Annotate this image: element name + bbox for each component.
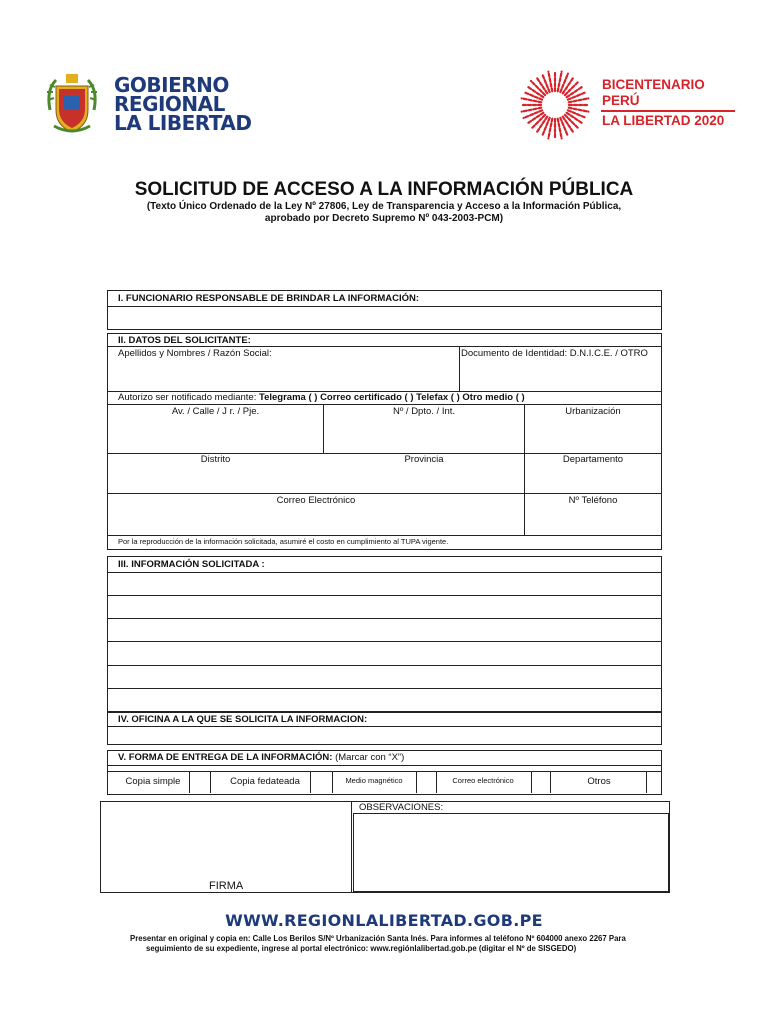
section-informacion-heading: III. INFORMACIÓN SOLICITADA :	[118, 559, 265, 570]
section-oficina	[107, 712, 662, 745]
document-subtitle	[0, 201, 768, 225]
bicentenario-divider	[601, 110, 735, 112]
av-calle-label: Av. / Calle / J r. / Pje.	[171, 406, 260, 417]
section-funcionario-heading: I. FUNCIONARIO RESPONSABLE DE BRINDAR LA INFORMACIÓN:	[118, 293, 420, 304]
notificacion-options[interactable]: Telegrama ( ) Correo certificado ( ) Telefax ( ) Otro medio ( )	[259, 392, 525, 403]
section-forma-entrega	[107, 750, 662, 795]
nro-dpto-label: Nº / Dpto. / Int.	[392, 406, 456, 417]
gob-line-1: GOBIERNO	[114, 73, 229, 97]
subtitle-line-2: aprobado por Decreto Supremo Nº 043-2003-PCM)	[264, 213, 504, 224]
firma-label: FIRMA	[209, 880, 244, 892]
option-medio-magnetico-checkbox[interactable]	[417, 771, 436, 793]
footer-line-2: seguimiento de su expediente, ingrese al portal electrónico: www.regiónlalibertad.gob.pe (digitar el Nº de SISGEDO)	[146, 944, 577, 953]
footer-instructions	[130, 934, 690, 954]
oficina-field[interactable]	[109, 727, 660, 744]
option-correo-electronico-label: Correo electrónico	[452, 776, 514, 785]
informacion-field[interactable]	[109, 573, 660, 711]
option-copia-simple-checkbox[interactable]	[190, 771, 210, 793]
correo-label: Correo Electrónico	[276, 495, 356, 506]
urbanizacion-label: Urbanización	[565, 406, 621, 417]
gobierno-regional-wordmark	[114, 73, 252, 135]
gob-line-2: REGIONAL	[114, 92, 225, 116]
section-informacion-solicitada	[107, 556, 662, 712]
telefono-label: Nº Teléfono	[568, 495, 618, 506]
document-title: SOLICITUD DE ACCESO A LA INFORMACIÓN PÚBLICA	[134, 179, 634, 200]
option-correo-electronico-checkbox[interactable]	[532, 771, 550, 793]
footer-line-1: Presentar en original y copia en: Calle Los Berilos S/Nº Urbanización Santa Inés. Para informes al teléfono Nº 604000 anexo 2267 Para	[130, 934, 626, 943]
website-link[interactable]: WWW.REGIONLALIBERTAD.GOB.PE	[225, 911, 543, 930]
forma-heading-text: V. FORMA DE ENTREGA DE LA INFORMACIÓN:	[118, 752, 333, 763]
option-otros-checkbox[interactable]	[647, 771, 661, 793]
section-oficina-heading: IV. OFICINA A LA QUE SE SOLICITA LA INFORMACION:	[118, 714, 368, 725]
section-datos-heading: II. DATOS DEL SOLICITANTE:	[118, 335, 251, 346]
subtitle-line-1: (Texto Único Ordenado de la Ley Nº 27806, Ley de Transparencia y Acceso a la Información Pública,	[146, 201, 622, 212]
notificacion-row[interactable]	[118, 392, 525, 403]
apellidos-label: Apellidos y Nombres / Razón Social:	[118, 348, 272, 359]
documento-field[interactable]	[461, 358, 659, 390]
option-otros-label: Otros	[587, 776, 611, 787]
bicentenario-sunburst-logo	[518, 68, 592, 142]
gob-line-3: LA LIBERTAD	[114, 111, 252, 135]
bic-line-1: BICENTENARIO	[602, 77, 705, 92]
observaciones-label: OBSERVACIONES:	[359, 802, 444, 813]
section-forma-heading	[118, 752, 404, 763]
option-copia-fedateada-label: Copia fedateada	[230, 776, 300, 787]
firma-area[interactable]	[102, 803, 350, 891]
provincia-label: Provincia	[404, 454, 444, 465]
documento-label: Documento de Identidad: D.N.I.C.E. / OTRO	[461, 348, 648, 359]
option-copia-simple-label: Copia simple	[125, 776, 181, 787]
bicentenario-wordmark	[602, 77, 705, 109]
notificacion-label: Autorizo ser notificado mediante:	[118, 392, 259, 403]
option-copia-fedateada-checkbox[interactable]	[311, 771, 331, 793]
option-medio-magnetico-label: Medio magnético	[345, 776, 403, 785]
forma-heading-note: (Marcar con “X”)	[332, 752, 405, 763]
bic-line-2: PERÚ	[602, 93, 640, 108]
departamento-label: Departamento	[562, 454, 624, 465]
tupa-note: Por la reproducción de la información solicitada, asumiré el costo en cumplimiento al TUPA vigente.	[118, 537, 449, 546]
section-funcionario	[107, 290, 662, 330]
observaciones-field[interactable]	[353, 813, 669, 892]
distrito-label: Distrito	[200, 454, 231, 465]
firma-observaciones-box	[100, 801, 670, 893]
regional-shield-logo	[42, 70, 102, 138]
apellidos-field[interactable]	[109, 358, 458, 390]
bicentenario-subtitle: LA LIBERTAD 2020	[602, 113, 725, 128]
section-datos-solicitante	[107, 333, 662, 550]
funcionario-field[interactable]	[109, 307, 660, 329]
